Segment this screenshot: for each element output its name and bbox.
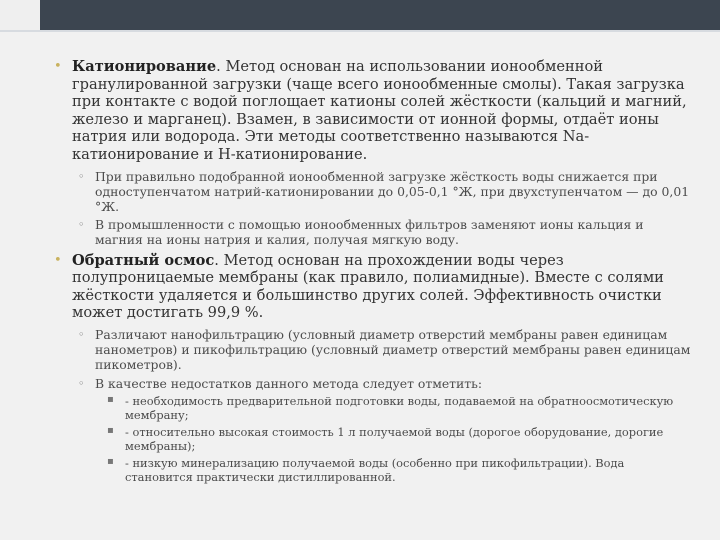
- bullet-cation-exchange: [52, 58, 692, 164]
- text-reverse-osmosis: . Метод основан на прохождении воды через полупроницаемые мембраны (как правило, полиамидные). Вместе с солями жёсткости удаляется и большинство других солей. Эффективность очистки может достигать 99,9 %.: [72, 251, 664, 322]
- bullet-reverse-osmosis: [52, 252, 692, 322]
- slide-content: [52, 58, 692, 487]
- drawback-text: - низкую минерализацию получаемой воды (особенно при пикофильтрации). Вода становится практически дистиллированной.: [125, 455, 625, 484]
- bullet-square-icon: ▪: [107, 424, 114, 436]
- sub-bullet-drawbacks: [52, 376, 692, 391]
- bullet-circle-icon: ◦: [78, 376, 85, 390]
- sub-bullet-text: Различают нанофильтрацию (условный диаметр отверстий мембраны равен единицам нанометров) и пикофильтрацию (условный диаметр отверстий мембраны равен единицам пикометров).: [95, 326, 691, 373]
- drawback-item: [52, 425, 692, 453]
- bullet-dot-icon: •: [54, 59, 62, 74]
- term-cation-exchange: Катионирование: [72, 58, 217, 75]
- bullet-circle-icon: ◦: [78, 169, 85, 183]
- drawback-item: [52, 456, 692, 484]
- title-bar-underline: [0, 30, 720, 32]
- bullet-dot-icon: •: [54, 252, 62, 268]
- text-cation-exchange: . Метод основан на использовании ионообменной гранулированной загрузки (чаще всего ионообменные смолы). Такая загрузка при контакте с водой поглощает катионы солей жёсткости (кальций и магний, железо и марганец). Взамен, в зависимости от ионной формы, отдаёт ионы натрия или водорода. Эти методы соответственно называются Na-катионирование и Н-катионирование.: [72, 58, 687, 163]
- drawback-text: - необходимость предварительной подготовки воды, подаваемой на обратноосмотическую мембрану;: [125, 393, 674, 422]
- bullet-square-icon: ▪: [107, 393, 114, 405]
- sub-bullet-industry: [52, 217, 692, 247]
- sub-bullet-text: При правильно подобранной ионообменной загрузке жёсткость воды снижается при одноступенчатом натрий-катионировании до 0,05-0,1 °Ж, при двухступенчатом — до 0,01 °Ж.: [95, 168, 690, 214]
- drawback-item: [52, 394, 692, 422]
- bullet-circle-icon: ◦: [78, 218, 85, 232]
- title-bar-decoration: [40, 0, 720, 30]
- sub-bullet-filtration-types: [52, 327, 692, 373]
- sub-bullet-text: В качестве недостатков данного метода следует отметить:: [95, 375, 483, 391]
- sub-bullet-text: В промышленности с помощью ионообменных фильтров заменяют ионы кальция и магния на ионы натрия и калия, получая мягкую воду.: [95, 217, 644, 248]
- bullet-circle-icon: ◦: [78, 327, 85, 341]
- drawback-text: - относительно высокая стоимость 1 л получаемой воды (дорогое оборудование, дорогие мембраны);: [125, 424, 664, 453]
- sub-bullet-hardness-reduction: [52, 169, 692, 215]
- bullet-square-icon: ▪: [107, 455, 114, 467]
- term-reverse-osmosis: Обратный осмос: [72, 251, 215, 269]
